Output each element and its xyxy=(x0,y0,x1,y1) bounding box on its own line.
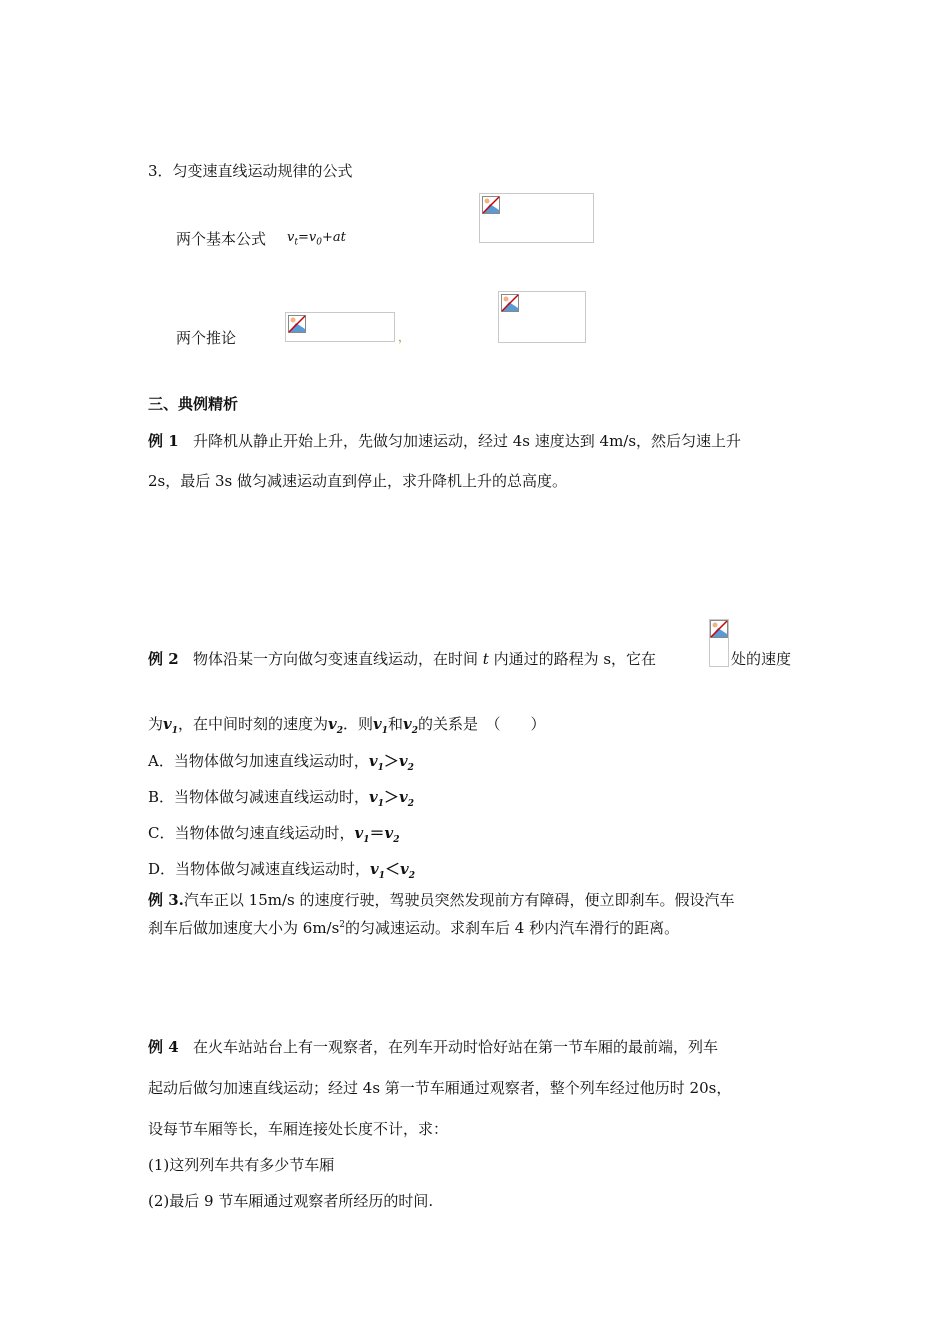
formula-image-placeholder xyxy=(479,193,594,243)
example-4-line-2: 起动后做匀加速直线运动；经过 4s 第一节车厢通过观察者，整个列车经过他历时 20s， xyxy=(148,1079,732,1097)
broken-image-icon xyxy=(710,620,728,638)
broken-image-icon xyxy=(288,315,306,333)
example-2-line-2: 为$v_1$，在中间时刻的速度为$v_2$．则$v_1$和$v_2$的关系是 （ ） xyxy=(148,715,546,736)
corollary-image-1-placeholder xyxy=(285,312,395,342)
section-title: 三、典例精析 xyxy=(148,395,239,413)
example-1-line-2: 2s，最后 3s 做匀减速运动直到停止，求升降机上升的总高度。 xyxy=(148,472,568,490)
example-3: 例 3.汽车正以 15m/s 的速度行驶，驾驶员突然发现前方有障碍，便立即刹车。假设汽车 xyxy=(148,891,735,909)
example-label: 例 3. xyxy=(148,891,184,909)
corollary-label: 两个推论 xyxy=(176,329,237,347)
example-label: 例 2 xyxy=(148,650,179,668)
example-3-line-2: 刹车后做加速度大小为 $6m/s^2$的匀减速运动。求刹车后 4 秒内汽车滑行的距离。 xyxy=(148,919,680,937)
example-2: 例 2 物体沿某一方向做匀变速直线运动，在时间 t 内通过的路程为 s，它在 xyxy=(148,650,657,668)
broken-image-icon xyxy=(501,294,519,312)
corollary-comma: ， xyxy=(398,330,411,344)
example-1 xyxy=(148,430,741,451)
example-4-question-1: (1)这列列车共有多少节车厢 xyxy=(148,1156,335,1174)
example-4: 例 4 在火车站站台上有一观察者，在列车开动时恰好站在第一节车厢的最前端，列车 xyxy=(148,1038,718,1056)
option-b: B．当物体做匀减速直线运动时，$v_1>v_2$ xyxy=(148,788,415,809)
position-image-placeholder xyxy=(709,619,729,667)
basic-formula: $v_t=v_0+at$ xyxy=(287,230,346,248)
option-d: D．当物体做匀减速直线运动时，$v_1<v_2$ xyxy=(148,860,416,881)
broken-image-icon xyxy=(482,196,500,214)
basic-formula-label: 两个基本公式 xyxy=(176,230,267,248)
example-text: 升降机从静止开始上升，先做匀加速运动，经过 4s 速度达到 4m/s，然后匀速上升 xyxy=(192,432,742,450)
example-label: 例 4 xyxy=(148,1038,179,1056)
option-a: A．当物体做匀加速直线运动时，$v_1>v_2$ xyxy=(148,752,414,773)
option-c: C．当物体做匀速直线运动时，$v_1=v_2$ xyxy=(148,824,400,845)
formula-heading: 3．匀变速直线运动规律的公式 xyxy=(148,162,353,180)
example-2-line-1-end: 处的速度 xyxy=(731,650,792,668)
example-4-question-2: (2)最后 9 节车厢通过观察者所经历的时间. xyxy=(148,1192,434,1210)
example-4-line-3: 设每节车厢等长，车厢连接处长度不计，求： xyxy=(148,1120,449,1138)
corollary-image-2-placeholder xyxy=(498,291,586,343)
example-label: 例 1 xyxy=(148,432,179,450)
